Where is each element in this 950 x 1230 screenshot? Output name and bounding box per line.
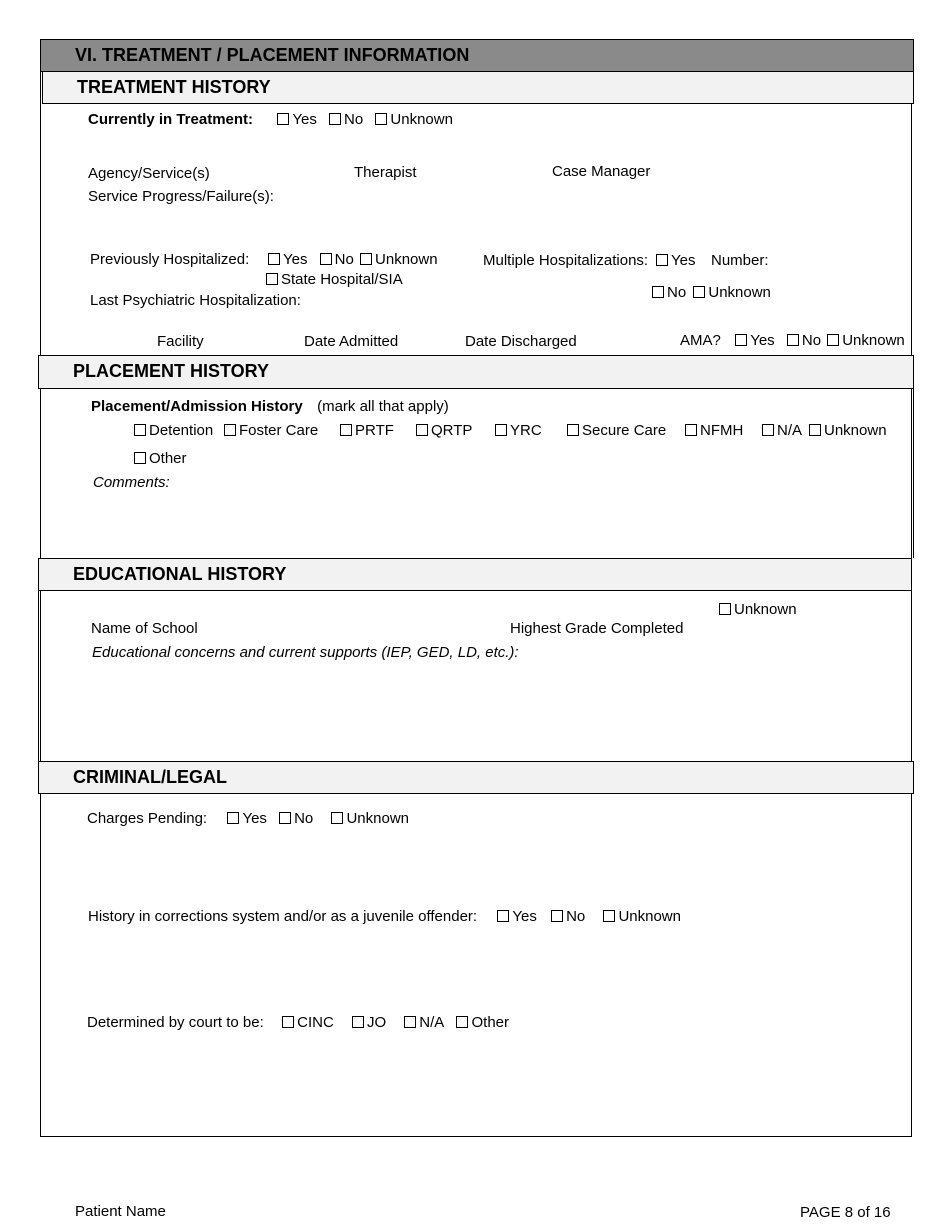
checkbox[interactable] <box>685 424 697 436</box>
multi-hosp-no-option[interactable]: No <box>652 284 686 301</box>
checkbox[interactable] <box>277 113 289 125</box>
court-cinc-option[interactable]: CINC <box>282 1014 334 1031</box>
opt-detention[interactable]: Detention <box>134 422 213 440</box>
checkbox[interactable] <box>268 253 280 265</box>
checkbox[interactable] <box>224 424 236 436</box>
charges-yes-option[interactable]: Yes <box>227 810 266 827</box>
multiple-hospitalizations-label: Multiple Hospitalizations: <box>483 252 649 269</box>
ama-row <box>680 332 905 350</box>
charges-no-option[interactable]: No <box>279 810 313 827</box>
current-unknown-option[interactable]: Unknown <box>375 111 453 128</box>
treatment-history-title: TREATMENT HISTORY <box>77 77 271 97</box>
educational-concerns-label: Educational concerns and current supports (IEP, GED, LD, etc.): <box>92 644 519 661</box>
court-na-option[interactable]: N/A <box>404 1014 444 1031</box>
placement-history-row <box>91 398 449 416</box>
patient-name-label: Patient Name <box>75 1203 166 1220</box>
checkbox[interactable] <box>735 334 747 346</box>
opt-qrtp[interactable]: QRTP <box>416 422 472 440</box>
number-label: Number: <box>711 252 769 269</box>
opt-other[interactable]: Other <box>134 450 187 468</box>
ama-label: AMA? <box>680 332 721 349</box>
checkbox[interactable] <box>340 424 352 436</box>
checkbox[interactable] <box>331 812 343 824</box>
ama-yes-option[interactable]: Yes <box>735 332 774 349</box>
treatment-history-header <box>42 71 914 104</box>
service-progress-label: Service Progress/Failure(s): <box>88 188 274 205</box>
multi-hosp-no-unknown <box>652 284 771 302</box>
charges-pending-row <box>87 810 409 828</box>
education-unknown-option[interactable]: Unknown <box>719 601 797 619</box>
placement-history-label: Placement/Admission History <box>91 398 303 415</box>
opt-nfmh[interactable]: NFMH <box>685 422 743 440</box>
checkbox[interactable] <box>495 424 507 436</box>
checkbox[interactable] <box>134 424 146 436</box>
last-psych-hosp-label: Last Psychiatric Hospitalization: <box>90 292 301 309</box>
therapist-label: Therapist <box>354 164 417 181</box>
checkbox[interactable] <box>456 1016 468 1028</box>
checkbox[interactable] <box>279 812 291 824</box>
checkbox[interactable] <box>551 910 563 922</box>
facility-label: Facility <box>157 333 204 350</box>
educational-history-header <box>38 558 912 591</box>
opt-na[interactable]: N/A <box>762 422 802 440</box>
court-determination-row <box>87 1014 509 1032</box>
education-left-border <box>38 591 39 761</box>
section-title: VI. TREATMENT / PLACEMENT INFORMATION <box>75 45 470 65</box>
checkbox[interactable] <box>652 286 664 298</box>
checkbox[interactable] <box>827 334 839 346</box>
checkbox[interactable] <box>329 113 341 125</box>
checkbox[interactable] <box>787 334 799 346</box>
date-admitted-label: Date Admitted <box>304 333 399 350</box>
corrections-unknown-option[interactable]: Unknown <box>603 908 681 925</box>
corrections-yes-option[interactable]: Yes <box>497 908 536 925</box>
currently-in-treatment-row <box>88 111 453 129</box>
multi-hosp-unknown-option[interactable]: Unknown <box>693 284 771 301</box>
opt-prtf[interactable]: PRTF <box>340 422 394 440</box>
multi-hosp-yes-option[interactable]: Yes <box>656 252 695 270</box>
placement-history-title: PLACEMENT HISTORY <box>73 361 270 381</box>
checkbox[interactable] <box>497 910 509 922</box>
agency-label: Agency/Service(s) <box>88 165 210 182</box>
opt-foster-care[interactable]: Foster Care <box>224 422 318 440</box>
current-yes-option[interactable]: Yes <box>277 111 316 128</box>
checkbox[interactable] <box>320 253 332 265</box>
checkbox[interactable] <box>762 424 774 436</box>
highest-grade-label: Highest Grade Completed <box>510 620 684 637</box>
prev-hosp-no-option[interactable]: No <box>320 251 354 268</box>
court-other-option[interactable]: Other <box>456 1014 509 1031</box>
criminal-legal-header <box>38 761 914 794</box>
prev-hosp-unknown-option[interactable]: Unknown <box>360 251 438 268</box>
checkbox[interactable] <box>352 1016 364 1028</box>
court-determination-label: Determined by court to be: <box>87 1014 264 1031</box>
checkbox[interactable] <box>227 812 239 824</box>
previously-hospitalized-label: Previously Hospitalized: <box>90 251 250 268</box>
checkbox[interactable] <box>266 273 278 285</box>
previously-hospitalized-options <box>268 251 438 269</box>
placement-right-border <box>913 389 914 558</box>
checkbox[interactable] <box>416 424 428 436</box>
charges-pending-label: Charges Pending: <box>87 810 208 827</box>
checkbox[interactable] <box>603 910 615 922</box>
date-discharged-label: Date Discharged <box>465 333 577 350</box>
court-jo-option[interactable]: JO <box>352 1014 386 1031</box>
page-number: PAGE 8 of 16 <box>800 1204 891 1221</box>
checkbox[interactable] <box>360 253 372 265</box>
placement-history-header <box>38 355 914 389</box>
checkbox[interactable] <box>719 603 731 615</box>
corrections-no-option[interactable]: No <box>551 908 585 925</box>
educational-history-title: EDUCATIONAL HISTORY <box>73 564 287 584</box>
comments-label: Comments: <box>93 474 170 491</box>
currently-in-treatment-label: Currently in Treatment: <box>88 111 254 128</box>
current-no-option[interactable]: No <box>329 111 363 128</box>
checkbox[interactable] <box>134 452 146 464</box>
corrections-label: History in corrections system and/or as a juvenile offender: <box>88 908 478 925</box>
checkbox[interactable] <box>693 286 705 298</box>
name-of-school-label: Name of School <box>91 620 198 637</box>
checkbox[interactable] <box>282 1016 294 1028</box>
opt-secure-care[interactable]: Secure Care <box>567 422 666 440</box>
opt-yrc[interactable]: YRC <box>495 422 542 440</box>
state-hospital-option[interactable]: State Hospital/SIA <box>266 271 403 289</box>
checkbox[interactable] <box>567 424 579 436</box>
checkbox[interactable] <box>375 113 387 125</box>
mark-all-note: (mark all that apply) <box>317 398 449 415</box>
case-manager-label: Case Manager <box>552 163 651 180</box>
charges-unknown-option[interactable]: Unknown <box>331 810 409 827</box>
checkbox[interactable] <box>809 424 821 436</box>
prev-hosp-yes-option[interactable]: Yes <box>268 251 307 268</box>
corrections-row <box>88 908 681 926</box>
opt-unknown[interactable]: Unknown <box>809 422 887 440</box>
checkbox[interactable] <box>656 254 668 266</box>
checkbox[interactable] <box>404 1016 416 1028</box>
criminal-legal-title: CRIMINAL/LEGAL <box>73 767 227 787</box>
ama-unknown-option[interactable]: Unknown <box>827 332 905 349</box>
section-header <box>40 39 914 72</box>
ama-no-option[interactable]: No <box>787 332 821 349</box>
